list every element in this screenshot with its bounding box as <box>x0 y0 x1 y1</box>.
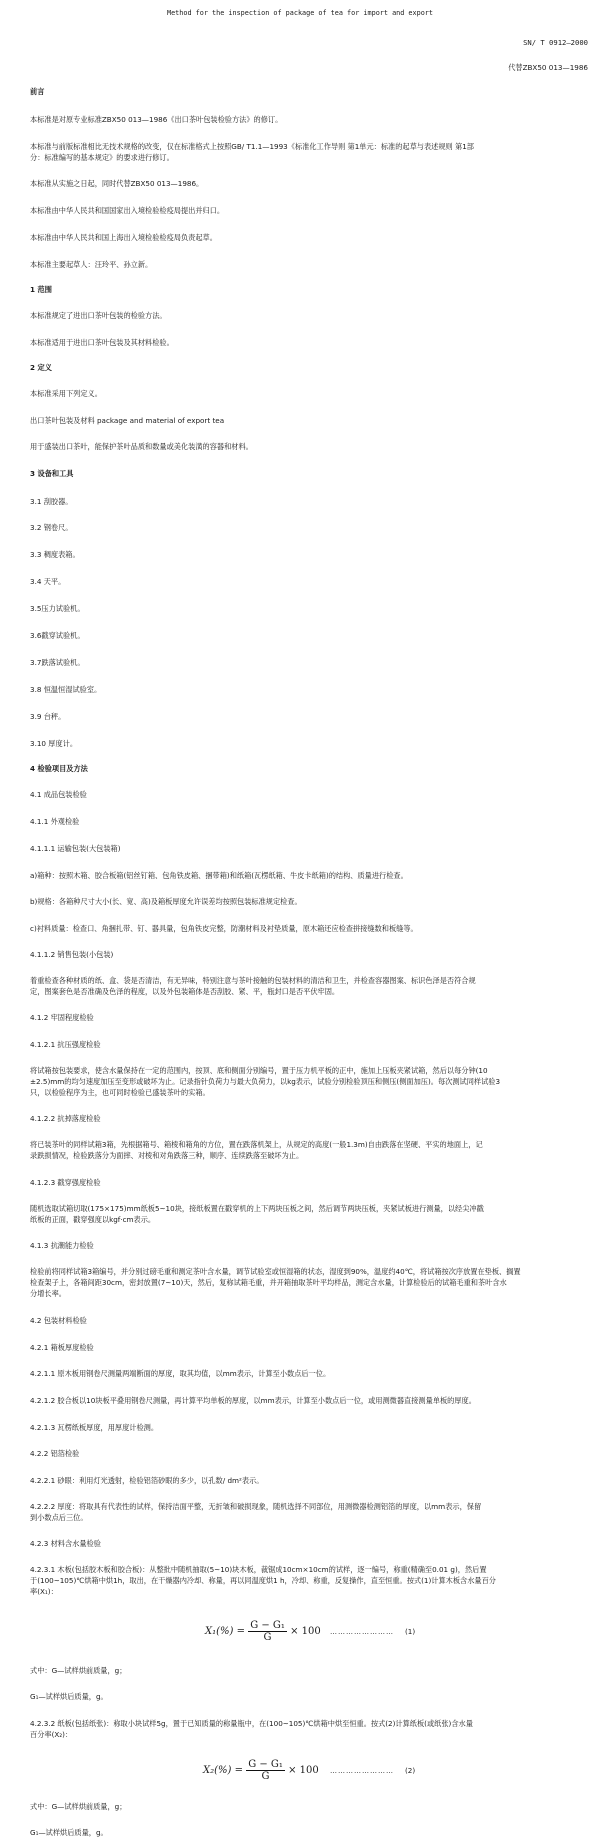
subsection-heading: 4.1.3 抗潮能力检验 <box>30 1241 94 1250</box>
formula-2-tail: × 100 <box>288 1765 319 1776</box>
paragraph: 4.2.3.1 木板(包括胶木板和胶合板)：从整批中随机抽取(5~10)块木板，裁锯成10cm×10cm的试样，逐一编号，称重(精确至0.01 g)，然后置 <box>30 1565 487 1574</box>
foreword-p2a: 本标准与前版标准相比无技术规格的改变，仅在标准格式上按照GB/ T1.1—1993《标准化工作导则 第1单元：标准的起草与表述规则 第1部 <box>30 142 474 151</box>
section-1-heading: 1 范围 <box>30 285 52 294</box>
subsection-heading: 4.1.1.1 运输包装(大包装箱) <box>30 844 121 853</box>
paragraph: 4.2.2.2 厚度：将取具有代表性的试样，保持洁面平整，无折皱和破损现象，随机选择不同部位，用测微器检测铝箔的厚度，以mm表示，保留 <box>30 1502 482 1511</box>
paragraph: 定，图案套色是否准确及色泽的程度，以及外包装箱体是否刮胶、紧、平，瓶封口是否平伏牢固。 <box>30 987 340 996</box>
paragraph: 到小数点后三位。 <box>30 1513 88 1522</box>
equipment-item: 3.8 恒温恒湿试验室。 <box>30 685 102 694</box>
paragraph: 随机选取试箱切取(175×175)mm纸板5~10块，接纸板置在戳穿机的上下两块压板之间，然后调节两块压板，夹紧试板进行测量，以经尖冲戳 <box>30 1204 484 1213</box>
subsection-heading: 4.1.1 外观检验 <box>30 817 80 826</box>
formula-2-number: (2) <box>405 1766 416 1775</box>
foreword-p6: 本标准主要起草人：汪玲平、孙立新。 <box>30 260 153 269</box>
foreword-heading: 前言 <box>30 87 45 96</box>
subsection-heading: 4.1.2.3 戳穿强度检验 <box>30 1178 101 1187</box>
formula-2-numerator: G − G₁ <box>248 1759 283 1770</box>
equipment-item: 3.9 台秤。 <box>30 712 66 721</box>
formula-2-fraction <box>246 1759 285 1782</box>
subsection-heading: 4.1.2.1 抗压强度检验 <box>30 1040 101 1049</box>
section-1-p2: 本标准适用于进出口茶叶包装及其材料检验。 <box>30 338 174 347</box>
subsection-heading: 4.2.2 铝箔检验 <box>30 1449 80 1458</box>
subsection-heading: 4.1.2.2 抗掉落度检验 <box>30 1114 101 1123</box>
formula-1-fraction <box>248 1620 287 1643</box>
paragraph: ±2.5)mm的均匀速度加压至变形或破坏为止。记录指针负荷力与最大负荷力，以kg表示，试验分别检验顶压和侧压(侧面加压)。每次测试同样试验3 <box>30 1077 501 1086</box>
formula-2-denominator: G <box>261 1771 270 1782</box>
foreword-p3: 本标准从实施之日起，同时代替ZBX50 013—1986。 <box>30 179 204 188</box>
equipment-item: 3.6戳穿试验机。 <box>30 631 85 640</box>
paragraph: 着重检查各种材质的纸、盒、袋是否清洁，有无异味，特别注意与茶叶接触的包装材料的清洁和卫生，并检查容器图案、标识色泽是否符合规 <box>30 976 476 985</box>
paragraph: c)衬料质量：检查口、角捆扎带、钉、器具量，包角铁皮完整，防潮材料及衬垫质量，原木箱还应检查拼接缝数和板缝等。 <box>30 924 418 933</box>
foreword-p1: 本标准是对原专业标准ZBX50 013—1986《出口茶叶包装检验方法》的修订。 <box>30 115 283 124</box>
subsection-heading: 4.2 包装材料检验 <box>30 1316 87 1325</box>
equipment-item: 3.2 钢卷尺。 <box>30 523 73 532</box>
paragraph: 4.2.3.2 纸板(包括纸张)：称取小块试样5g，置于已知质量的称量瓶中，在(100~105)℃烘箱中烘至恒重。按式(2)计算纸板(或纸张)含水量 <box>30 1719 473 1728</box>
formula-1-number: (1) <box>405 1627 416 1636</box>
section-2-heading: 2 定义 <box>30 363 52 372</box>
standard-number: SN/ T 0912—2000 <box>523 38 588 47</box>
section-2-term: 出口茶叶包装及材料 package and material of export tea <box>30 416 225 425</box>
paragraph: 将已装茶叶的同样试箱3箱，先根据箱号、箱棱和箱角的方位，置在跌落机架上，从规定的高度(一般1.3m)自由跌落在坚硬、平实的地面上，记 <box>30 1140 483 1149</box>
foreword-p2b: 分：标准编写的基本规定》的要求进行修订。 <box>30 153 174 162</box>
section-1-p1: 本标准规定了进出口茶叶包装的检验方法。 <box>30 311 167 320</box>
paragraph: 纸板的正面，戳穿强度以kgf·cm表示。 <box>30 1215 156 1224</box>
paragraph: 检验前将同样试箱3箱编号，并分别过磅毛重和测定茶叶含水量，调节试验室或恒湿箱的状态，湿度到90%，温度约40℃，将试箱按次序放置在垫板、搁置 <box>30 1267 521 1276</box>
foreword-p5: 本标准由中华人民共和国上海出入境检验检疫局负责起草。 <box>30 233 217 242</box>
equipment-item: 3.1 刮胶器。 <box>30 497 73 506</box>
paragraph: 4.2.1.3 瓦楞纸板厚度，用厚度计检测。 <box>30 1423 159 1432</box>
paragraph: G₁—试样烘后质量，g。 <box>30 1828 108 1837</box>
equipment-item: 3.10 厚度计。 <box>30 739 78 748</box>
paragraph: 将试箱按包装要求，使含水量保持在一定的范围内，按顶、底和侧面分别编号，置于压力机平板的正中，施加上压板夹紧试箱，然后以每分钟(10 <box>30 1066 488 1075</box>
section-3-heading: 3 设备和工具 <box>30 469 74 478</box>
section-2-p1: 本标准采用下列定义。 <box>30 389 102 398</box>
paragraph: G₁—试样烘后质量，g。 <box>30 1692 108 1701</box>
paragraph: a)箱种：按照木箱、胶合板箱(铝丝钉箱、包角铁皮箱、捆带箱)和纸箱(瓦楞纸箱、牛皮卡纸箱)的结构、质量进行检查。 <box>30 871 408 880</box>
formula-1-leader-dots: …………………… <box>330 1628 394 1636</box>
formula-1 <box>205 1620 321 1643</box>
formula-1-lhs: X₁(%) = <box>205 1626 245 1637</box>
subsection-heading: 4.2.1 箱板厚度检验 <box>30 1343 94 1352</box>
paragraph: 率(X₁)： <box>30 1587 58 1596</box>
formula-1-tail: × 100 <box>290 1626 321 1637</box>
subsection-heading: 4.1.1.2 销售包装(小包装) <box>30 950 114 959</box>
subsection-heading: 4.1 成品包装检验 <box>30 790 87 799</box>
foreword-p4: 本标准由中华人民共和国国家出入境检验检疫局提出并归口。 <box>30 206 225 215</box>
paragraph: 式中：G—试样烘前质量，g； <box>30 1666 127 1675</box>
paragraph: 于(100~105)℃烘箱中烘1h，取出，在干燥器内冷却、称量，再以同温度烘1 h，冷却、称重，反复操作，直至恒重。按式(1)计算木板含水量百分 <box>30 1576 496 1585</box>
equipment-item: 3.5压力试验机。 <box>30 604 85 613</box>
formula-1-denominator: G <box>263 1632 272 1643</box>
paragraph: b)规格：各箱种尺寸大小(长、宽、高)及箱板厚度允许误差均按照包装标准规定检查。 <box>30 897 302 906</box>
equipment-item: 3.7跌落试验机。 <box>30 658 85 667</box>
subsection-heading: 4.1.2 牢固程度检验 <box>30 1013 94 1022</box>
section-2-p2: 用于盛装出口茶叶，能保护茶叶品质和数量或美化装潢的容器和材料。 <box>30 442 253 451</box>
paragraph: 录跌损情况，检验跌落分为面摔、对棱和对角跌落三种，顺序、连续跌落至破坏为止。 <box>30 1151 304 1160</box>
equipment-item: 3.3 稠度表箱。 <box>30 550 80 559</box>
paragraph: 式中：G—试样烘前质量，g； <box>30 1802 127 1811</box>
paragraph: 分增长率。 <box>30 1289 66 1298</box>
formula-2-lhs: X₂(%) = <box>203 1765 243 1776</box>
subsection-heading: 4.2.3 材料含水量检验 <box>30 1539 101 1548</box>
formula-2 <box>203 1759 319 1782</box>
paragraph: 4.2.1.1 原木板用钢卷尺测量两端断面的厚度，取其均值，以mm表示，计算至小数点后一位。 <box>30 1369 331 1378</box>
replaces-note: 代替ZBX50 013—1986 <box>508 63 588 72</box>
equipment-item: 3.4 天平。 <box>30 577 66 586</box>
english-title: Method for the inspection of package of tea for import and export <box>167 9 433 17</box>
paragraph: 只，以检验程序为主，也可同时检验已盛装茶叶的实箱。 <box>30 1088 210 1097</box>
paragraph: 4.2.2.1 砂眼：利用灯光透射，检验铝箔砂眼的多少，以孔数/ dm²表示。 <box>30 1476 264 1485</box>
paragraph: 4.2.1.2 胶合板以10块板平叠用钢卷尺测量，再计算平均单板的厚度，以mm表示，计算至小数点后一位，或用测微器直接测量单板的厚度。 <box>30 1396 476 1405</box>
paragraph: 百分率(X₂)： <box>30 1730 73 1739</box>
paragraph: 检查架子上，各箱间距30cm，密封放置(7~10)天，然后，复称试箱毛重，并开箱抽取茶叶平均样品，测定含水量，计算检验后的试箱毛重和茶叶含水 <box>30 1278 507 1287</box>
section-4-heading: 4 检验项目及方法 <box>30 764 88 773</box>
formula-1-numerator: G − G₁ <box>250 1620 285 1631</box>
formula-2-leader-dots: …………………… <box>330 1767 394 1775</box>
